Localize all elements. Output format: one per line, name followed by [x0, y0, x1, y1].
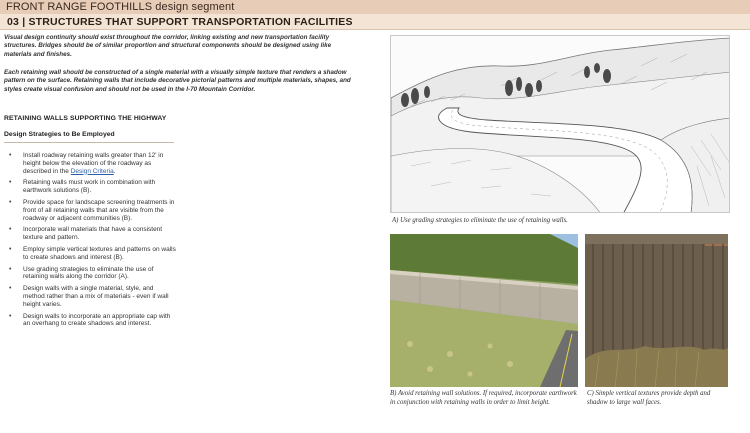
strategy-item: [6, 313, 176, 329]
retaining-walls-heading: RETAINING WALLS SUPPORTING THE HIGHWAY: [4, 115, 167, 122]
retaining-wall-photo: [390, 234, 578, 387]
strategy-item: [6, 152, 176, 175]
figure-a-sketch: [390, 35, 730, 213]
textured-wall-photo: [585, 234, 728, 387]
figure-a-caption: A) Use grading strategies to eliminate the use of retaining walls.: [392, 217, 568, 224]
strategy-item: [6, 199, 176, 222]
heading-divider: [4, 142, 174, 143]
strategy-text: Use grading strategies to eliminate the use of retaining walls along the corridor (A).: [23, 265, 154, 281]
figure-c-caption: C) Simple vertical textures provide depth and shadow to large wall faces.: [587, 390, 711, 406]
section-title: 03 | STRUCTURES THAT SUPPORT TRANSPORTATION FACILITIES: [7, 16, 353, 28]
bullet-icon: •: [9, 198, 12, 206]
figure-b-photo: [390, 234, 578, 387]
bullet-icon: •: [9, 265, 12, 273]
design-criteria-link[interactable]: Design Criteria: [70, 167, 114, 175]
strategy-item: [6, 285, 176, 308]
bullet-icon: •: [9, 226, 12, 234]
strategy-text: Design walls to incorporate an appropriate cap with an overhang to create shadows and interest.: [23, 312, 171, 328]
strategies-heading: Design Strategies to Be Employed: [4, 131, 115, 138]
bullet-icon: •: [9, 285, 12, 293]
strategy-item: [6, 179, 176, 195]
strategy-text: Retaining walls must work in combination with earthwork solutions (B).: [23, 179, 156, 195]
strategy-text: Provide space for landscape screening treatments in front of all retaining walls that are visible from the roadway or adjacent communities (B).: [23, 198, 175, 222]
strategy-text: Install roadway retaining walls greater than 12' in height below the elevation of the roadway as described in the: [23, 152, 164, 175]
strategy-text-end: .: [113, 167, 116, 175]
figure-b-caption: B) Avoid retaining wall solutions. If required, incorporate earthwork in conjunction with retaining walls in order to limit height.: [390, 390, 577, 406]
bullet-icon: •: [9, 312, 12, 320]
strategy-text: Employ simple vertical textures and patterns on walls to create shadows and interest (B).: [23, 245, 176, 261]
figure-c-photo: [585, 234, 728, 387]
strategy-item: [6, 266, 176, 282]
strategy-item: [6, 226, 176, 242]
bullet-icon: •: [9, 245, 12, 253]
strategy-text: Incorporate wall materials that have a consistent texture and pattern.: [23, 226, 163, 242]
document-title: FRONT RANGE FOOTHILLS design segment: [6, 1, 235, 13]
intro-paragraph-1: Visual design continuity should exist throughout the corridor, linking existing and new transportation facility structures. Bridges should be of similar proportion and structural components should be designed using like materials and finishes.: [4, 34, 332, 58]
intro-paragraph-2: Each retaining wall should be constructed of a single material with a visually simple texture that renders a shadow pattern on the surface. Retaining walls that include decorative pictorial patterns and multiple materials, shapes, and styles create visual confusion and should not be used in the I-70 Mountain Corridor.: [4, 69, 351, 93]
strategy-item: [6, 246, 176, 262]
bullet-icon: •: [9, 179, 12, 187]
bullet-icon: •: [9, 152, 12, 159]
strategy-text: Design walls with a single material, style, and method rather than a mix of materials - even if wall height varies.: [23, 285, 169, 308]
strategy-list: [6, 152, 176, 332]
highway-sketch-illustration: [391, 36, 730, 213]
